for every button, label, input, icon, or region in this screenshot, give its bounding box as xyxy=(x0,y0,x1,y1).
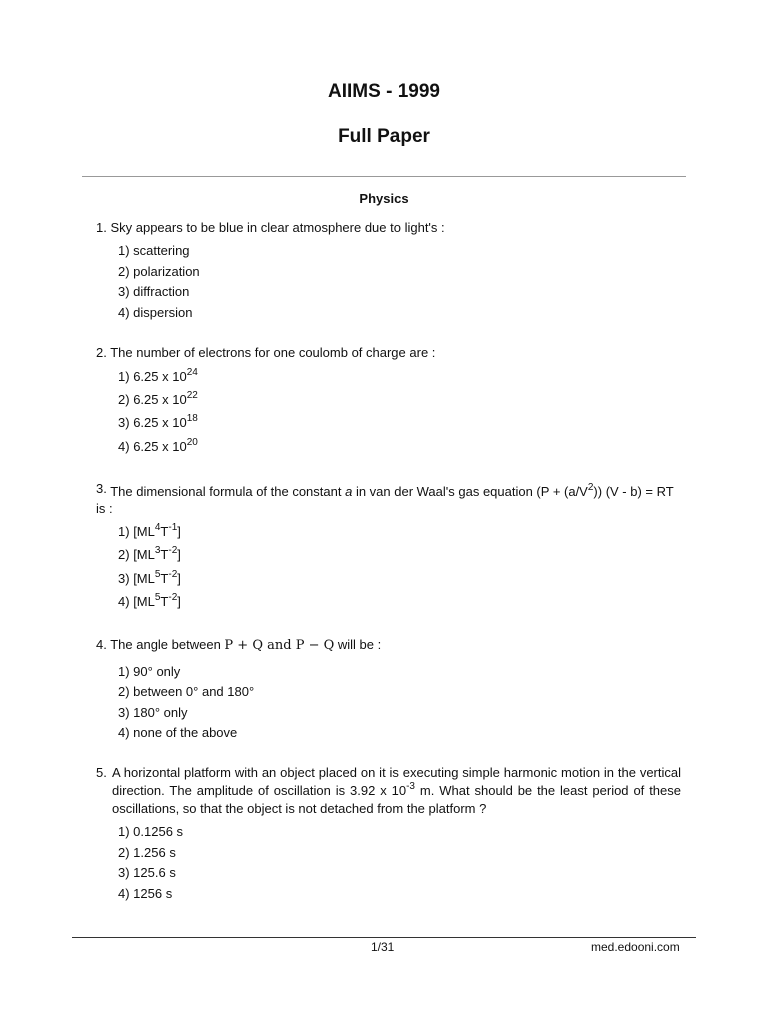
option-exponent: 20 xyxy=(186,437,198,448)
option-exponent: 22 xyxy=(186,390,198,401)
question-1-option-3: 3) diffraction xyxy=(118,284,190,299)
question-2-option-4 xyxy=(118,438,198,455)
option-base: 6.25 x 10 xyxy=(133,439,187,454)
question-1-option-4: 4) dispersion xyxy=(118,305,193,320)
question-1-option-1: 1) scattering xyxy=(118,243,190,258)
question-5-option-3: 3) 125.6 s xyxy=(118,865,176,880)
question-1-stem: 1. Sky appears to be blue in clear atmosphere due to light's : xyxy=(96,220,445,235)
footer-site: med.edooni.com xyxy=(591,940,680,954)
question-2-stem: 2. The number of electrons for one coulomb of charge are : xyxy=(96,345,436,360)
option-part: T xyxy=(160,547,169,562)
question-4-option-2: 2) between 0° and 180° xyxy=(118,684,255,699)
option-number: 4) xyxy=(118,439,130,454)
option-exponent: 4 xyxy=(154,522,161,533)
option-exponent: -2 xyxy=(168,545,178,556)
stem-exponent: 2 xyxy=(587,482,594,493)
question-3-option-2 xyxy=(118,546,181,563)
question-2-option-1 xyxy=(118,368,198,385)
stem-part: m. What should be the least period of these oscillations, so that the object is not detached from the platform ? xyxy=(112,783,681,816)
question-2-option-2 xyxy=(118,391,198,408)
question-4-stem xyxy=(96,636,381,654)
option-exponent: -2 xyxy=(168,569,178,580)
option-part: [ML xyxy=(133,594,155,609)
question-4-option-4: 4) none of the above xyxy=(118,725,238,740)
option-part: ] xyxy=(177,547,181,562)
question-3-option-1 xyxy=(118,523,181,540)
stem-part: )) (V - b) = RT is : xyxy=(96,484,674,516)
vector-expression: P + Q and P − Q xyxy=(224,638,335,653)
page-number: 1/31 xyxy=(371,940,395,954)
option-exponent: 5 xyxy=(154,592,161,603)
stem-part: The dimensional formula of the constant xyxy=(110,484,346,499)
footer-divider xyxy=(72,937,696,938)
stem-part: in van der Waal's gas equation (P + (a/V xyxy=(352,484,588,499)
option-exponent: 5 xyxy=(154,569,161,580)
option-number: 1) xyxy=(118,524,130,539)
question-5-option-1: 1) 0.1256 s xyxy=(118,824,184,839)
option-part: ] xyxy=(177,594,181,609)
option-exponent: -2 xyxy=(168,592,178,603)
question-1-option-2: 2) polarization xyxy=(118,264,200,279)
option-part: ] xyxy=(177,571,181,586)
option-exponent: 24 xyxy=(186,367,198,378)
option-part: T xyxy=(160,524,169,539)
stem-part: 4. The angle between xyxy=(96,637,225,652)
stem-part: A horizontal platform with an object placed on it is executing simple harmonic motion in the vertical direction. The amplitude of oscillation is 3.92 x 10 xyxy=(112,765,681,798)
option-part: T xyxy=(160,594,169,609)
question-3-stem xyxy=(96,480,686,517)
option-part: T xyxy=(160,571,169,586)
paper-subtitle: Full Paper xyxy=(338,126,430,147)
stem-exponent: -3 xyxy=(406,781,415,792)
question-2-option-3 xyxy=(118,414,198,431)
option-exponent: 3 xyxy=(154,545,161,556)
stem-part: will be : xyxy=(334,637,382,652)
question-5-option-2: 2) 1.256 s xyxy=(118,845,176,860)
option-part: ] xyxy=(177,524,181,539)
option-number: 3) xyxy=(118,571,130,586)
header-divider xyxy=(82,176,686,177)
question-3-option-3 xyxy=(118,570,181,587)
question-5-option-4: 4) 1256 s xyxy=(118,886,173,901)
option-base: 6.25 x 10 xyxy=(133,369,187,384)
option-exponent: -1 xyxy=(168,522,178,533)
option-number: 1) xyxy=(118,369,130,384)
question-4-option-1: 1) 90° only xyxy=(118,664,181,679)
option-base: 6.25 x 10 xyxy=(133,392,187,407)
option-exponent: 18 xyxy=(186,413,198,424)
option-part: [ML xyxy=(133,571,155,586)
section-heading: Physics xyxy=(359,191,409,206)
stem-variable: a xyxy=(345,484,353,499)
option-number: 2) xyxy=(118,547,130,562)
question-5-stem xyxy=(112,764,681,818)
question-number: 3. xyxy=(96,481,107,496)
option-part: [ML xyxy=(133,524,155,539)
option-number: 2) xyxy=(118,392,130,407)
option-number: 3) xyxy=(118,415,130,430)
option-base: 6.25 x 10 xyxy=(133,415,187,430)
question-4-option-3: 3) 180° only xyxy=(118,705,188,720)
question-5-number: 5. xyxy=(96,765,107,780)
paper-title: AIIMS - 1999 xyxy=(328,81,440,102)
option-number: 4) xyxy=(118,594,130,609)
option-part: [ML xyxy=(133,547,155,562)
question-3-option-4 xyxy=(118,593,181,610)
